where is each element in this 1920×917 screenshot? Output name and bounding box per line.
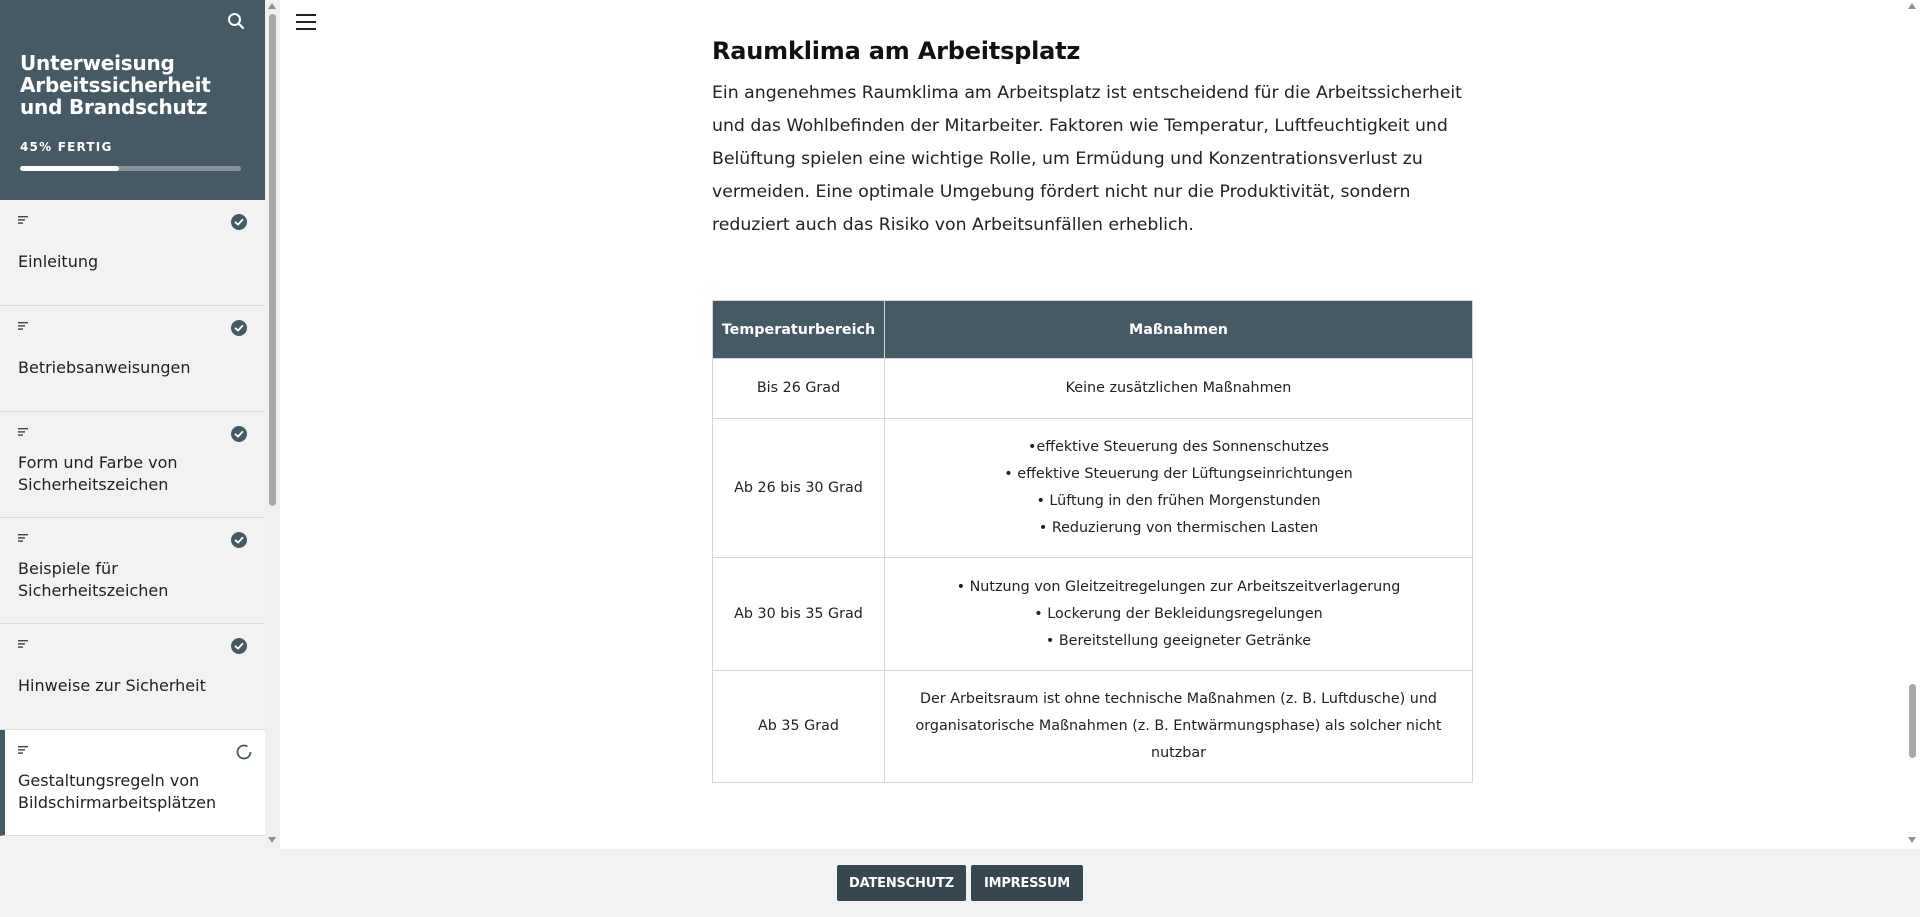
measure-line: Der Arbeitsraum ist ohne technische Maßnahmen (z. B. Luftdusche) und organisatorische Maßnahmen (z. B. Entwärmungsphase) als solcher nicht nutzbar [915,691,1442,761]
hamburger-menu-icon-line [296,21,316,23]
column-header-temperature: Temperaturbereich [713,301,885,359]
table-row [713,558,1473,671]
privacy-button[interactable]: DATENSCHUTZ [837,865,966,901]
lesson-item[interactable] [0,624,265,730]
column-header-measures: Maßnahmen [885,301,1473,359]
search-button[interactable] [226,11,246,31]
sidebar-header [0,0,265,200]
measure-line: Keine zusätzlichen Maßnahmen [1065,380,1292,396]
main-scrollbar-thumb[interactable] [1909,684,1916,758]
lesson-label: Hinweise zur Sicherheit [18,675,206,695]
table-header-row [713,301,1473,359]
course-title: Unterweisung Arbeitssicherheit und Brandschutz [20,51,211,119]
lesson-item[interactable] [0,730,265,836]
scroll-up-arrow-icon[interactable] [1908,3,1916,9]
measure-line: • Lockerung der Bekleidungsregelungen [1034,605,1323,622]
lesson-list [0,200,265,836]
measure-line: •effektive Steuerung des Sonnenschutzes [1028,439,1329,455]
lesson-label: Einleitung [18,251,99,271]
scroll-down-arrow-icon[interactable] [268,837,276,843]
measure-line: • Nutzung von Gleitzeitregelungen zur Arbeitszeitverlagerung [956,578,1401,595]
section-paragraph: Ein angenehmes Raumklima am Arbeitsplatz ist entscheidend für die Arbeitssicherheit und das Wohlbefinden der Mitarbeiter. Faktoren wie Temperatur, Luftfeuchtigkeit und Belüftung spielen eine wichtige Rolle, um Ermüdung und Konzentrationsverlust zu vermeiden. Eine optimale Umgebung fördert nicht nur die Produktivität, sondern reduziert auch das Risiko von Arbeitsunfällen erheblich. [712,83,1462,235]
measure-line: • effektive Steuerung der Lüftungseinrichtungen [1004,466,1353,482]
page-footer [0,849,1920,917]
temperature-range-cell: Ab 30 bis 35 Grad [713,558,885,671]
search-icon [226,11,246,31]
course-sidebar [0,0,265,849]
measures-cell [885,419,1473,558]
measures-cell [885,359,1473,419]
measure-line: • Bereitstellung geeigneter Getränke [1045,632,1312,649]
lesson-item[interactable] [0,412,265,518]
progress-bar [20,166,241,171]
measure-line: • Reduzierung von thermischen Lasten [1038,520,1319,536]
lesson-label: Gestaltungsregeln von Bildschirmarbeitsplätzen [18,770,217,812]
measures-cell [885,558,1473,671]
progress-label: 45% FERTIG [20,140,113,154]
hamburger-menu-icon [296,14,316,16]
lesson-item[interactable] [0,518,265,624]
sidebar-scrollbar-thumb[interactable] [269,14,276,506]
temperature-range-cell: Ab 35 Grad [713,671,885,783]
temperature-range-cell: Ab 26 bis 30 Grad [713,419,885,558]
temperature-range-cell: Bis 26 Grad [713,359,885,419]
menu-button[interactable] [296,14,316,30]
scroll-down-arrow-icon[interactable] [1908,837,1916,843]
hamburger-menu-icon-line [296,28,316,30]
progress-bar-fill [20,166,119,171]
table-body [713,359,1473,783]
table-row [713,359,1473,419]
section-title: Raumklima am Arbeitsplatz [712,37,1081,65]
lesson-label: Form und Farbe von Sicherheitszeichen [18,452,178,494]
measures-cell [885,671,1473,783]
imprint-button[interactable]: IMPRESSUM [971,865,1083,901]
sidebar-scrollbar[interactable] [265,0,280,849]
scroll-up-arrow-icon[interactable] [268,3,276,9]
table-row [713,419,1473,558]
lesson-item[interactable] [0,306,265,412]
room-climate-table [712,300,1473,783]
lesson-label: Betriebsanweisungen [18,357,191,377]
measure-line: • Lüftung in den frühen Morgenstunden [1036,493,1321,509]
main-scrollbar[interactable] [1905,0,1920,849]
lesson-label: Beispiele für Sicherheitszeichen [18,558,169,600]
table-row [713,671,1473,783]
lesson-item[interactable] [0,200,265,306]
